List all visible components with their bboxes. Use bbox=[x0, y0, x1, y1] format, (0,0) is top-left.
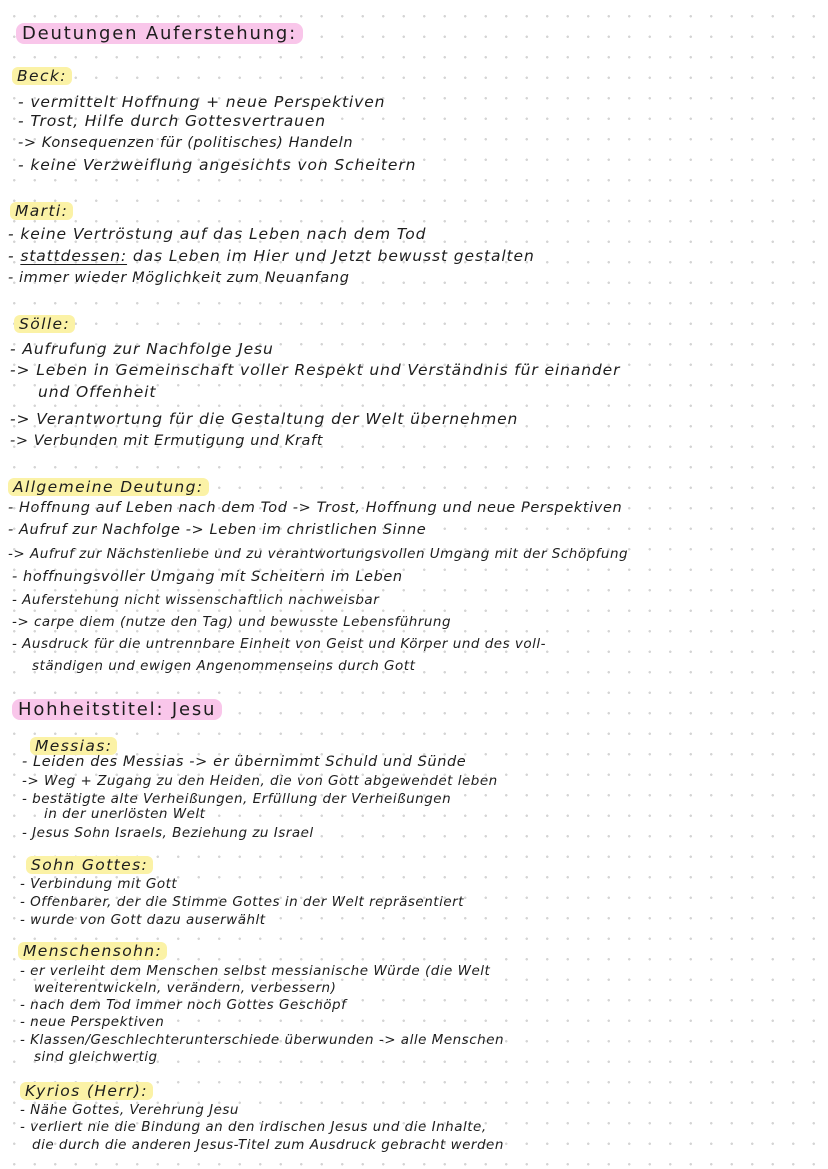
allgemein-line-3: -> Aufruf zur Nächstenliebe und zu verantwortungsvollen Umgang mit der Schöpfung bbox=[8, 546, 629, 562]
allgemein-line-2: - Aufruf zur Nachfolge -> Leben im christlichen Sinne bbox=[8, 522, 427, 538]
title-highlight: Deutungen Auferstehung: bbox=[16, 23, 303, 44]
menschensohn-line-6: sind gleichwertig bbox=[34, 1049, 158, 1065]
stattdessen-underlined: stattdessen: bbox=[20, 247, 128, 265]
heading-allgemein-text: Allgemeine Deutung: bbox=[8, 478, 209, 496]
soelle-line-2: -> Leben in Gemeinschaft voller Respekt und Verständnis für einander bbox=[10, 361, 621, 379]
page-title bbox=[16, 24, 303, 44]
heading-hoheitstitel-text: Hohheitstitel: Jesu bbox=[12, 699, 222, 720]
sohn-line-2: - Offenbarer, der die Stimme Gottes in der Welt repräsentiert bbox=[20, 894, 464, 910]
sohn-line-3: - wurde von Gott dazu auserwählt bbox=[20, 912, 266, 928]
heading-messias-text: Messias: bbox=[30, 737, 117, 755]
messias-line-3: - bestätigte alte Verheißungen, Erfüllung der Verheißungen bbox=[22, 791, 452, 807]
soelle-line-5: -> Verbunden mit Ermutigung und Kraft bbox=[10, 433, 323, 449]
heading-menschensohn bbox=[18, 941, 167, 961]
menschensohn-line-3: - nach dem Tod immer noch Gottes Geschöpf bbox=[20, 997, 347, 1013]
marti-line-1: - keine Vertröstung auf das Leben nach dem Tod bbox=[8, 225, 427, 243]
heading-marti-text: Marti: bbox=[10, 202, 73, 220]
beck-line-4: - keine Verzweiflung angesichts von Scheitern bbox=[18, 156, 417, 174]
menschensohn-line-5: - Klassen/Geschlechterunterschiede überwunden -> alle Menschen bbox=[20, 1032, 505, 1048]
heading-beck bbox=[12, 66, 72, 86]
allgemein-line-8: ständigen und ewigen Angenommenseins durch Gott bbox=[32, 658, 416, 674]
heading-menschensohn-text: Menschensohn: bbox=[18, 942, 167, 960]
heading-kyrios-text: Kyrios (Herr): bbox=[20, 1082, 153, 1100]
allgemein-line-6: -> carpe diem (nutze den Tag) und bewusste Lebensführung bbox=[12, 614, 452, 630]
heading-sohn-gottes bbox=[26, 855, 153, 875]
heading-allgemein bbox=[8, 477, 209, 497]
menschensohn-line-2: weiterentwickeln, verändern, verbessern) bbox=[34, 980, 337, 996]
allgemein-line-1: - Hoffnung auf Leben nach dem Tod -> Trost, Hoffnung und neue Perspektiven bbox=[8, 500, 623, 516]
menschensohn-line-4: - neue Perspektiven bbox=[20, 1014, 165, 1030]
beck-line-1: - vermittelt Hoffnung + neue Perspektiven bbox=[18, 93, 386, 111]
messias-line-4: in der unerlösten Welt bbox=[44, 806, 206, 822]
heading-beck-text: Beck: bbox=[12, 67, 72, 85]
marti-line-2: - stattdessen: das Leben im Hier und Jetzt bewusst gestalten bbox=[8, 247, 535, 265]
allgemein-line-4: - hoffnungsvoller Umgang mit Scheitern im Leben bbox=[12, 569, 403, 585]
messias-line-5: - Jesus Sohn Israels, Beziehung zu Israel bbox=[22, 825, 314, 841]
heading-soelle-text: Sölle: bbox=[14, 315, 75, 333]
heading-marti bbox=[10, 201, 73, 221]
beck-line-3: -> Konsequenzen für (politisches) Handeln bbox=[18, 135, 354, 151]
marti-line-3: - immer wieder Möglichkeit zum Neuanfang bbox=[8, 270, 350, 286]
beck-line-2: - Trost, Hilfe durch Gottesvertrauen bbox=[18, 112, 327, 130]
allgemein-line-5: - Auferstehung nicht wissenschaftlich nachweisbar bbox=[12, 592, 380, 608]
kyrios-line-3: die durch die anderen Jesus-Titel zum Ausdruck gebracht werden bbox=[32, 1137, 504, 1153]
soelle-line-1: - Aufrufung zur Nachfolge Jesu bbox=[10, 340, 274, 358]
soelle-line-4: -> Verantwortung für die Gestaltung der Welt übernehmen bbox=[10, 410, 519, 428]
messias-line-1: - Leiden des Messias -> er übernimmt Schuld und Sünde bbox=[22, 754, 467, 770]
heading-sohn-gottes-text: Sohn Gottes: bbox=[26, 856, 153, 874]
heading-kyrios bbox=[20, 1081, 153, 1101]
heading-soelle bbox=[14, 314, 75, 334]
messias-line-2: -> Weg + Zugang zu den Heiden, die von Gott abgewendet leben bbox=[22, 773, 498, 789]
kyrios-line-2: - verliert nie die Bindung an den irdischen Jesus und die Inhalte, bbox=[20, 1119, 487, 1135]
allgemein-line-7: - Ausdruck für die untrennbare Einheit von Geist und Körper und des voll- bbox=[12, 636, 547, 652]
sohn-line-1: - Verbindung mit Gott bbox=[20, 876, 178, 892]
soelle-line-3: und Offenheit bbox=[38, 383, 157, 401]
menschensohn-line-1: - er verleiht dem Menschen selbst messianische Würde (die Welt bbox=[20, 963, 491, 979]
heading-hoheitstitel bbox=[12, 700, 222, 720]
kyrios-line-1: - Nähe Gottes, Verehrung Jesu bbox=[20, 1102, 239, 1118]
